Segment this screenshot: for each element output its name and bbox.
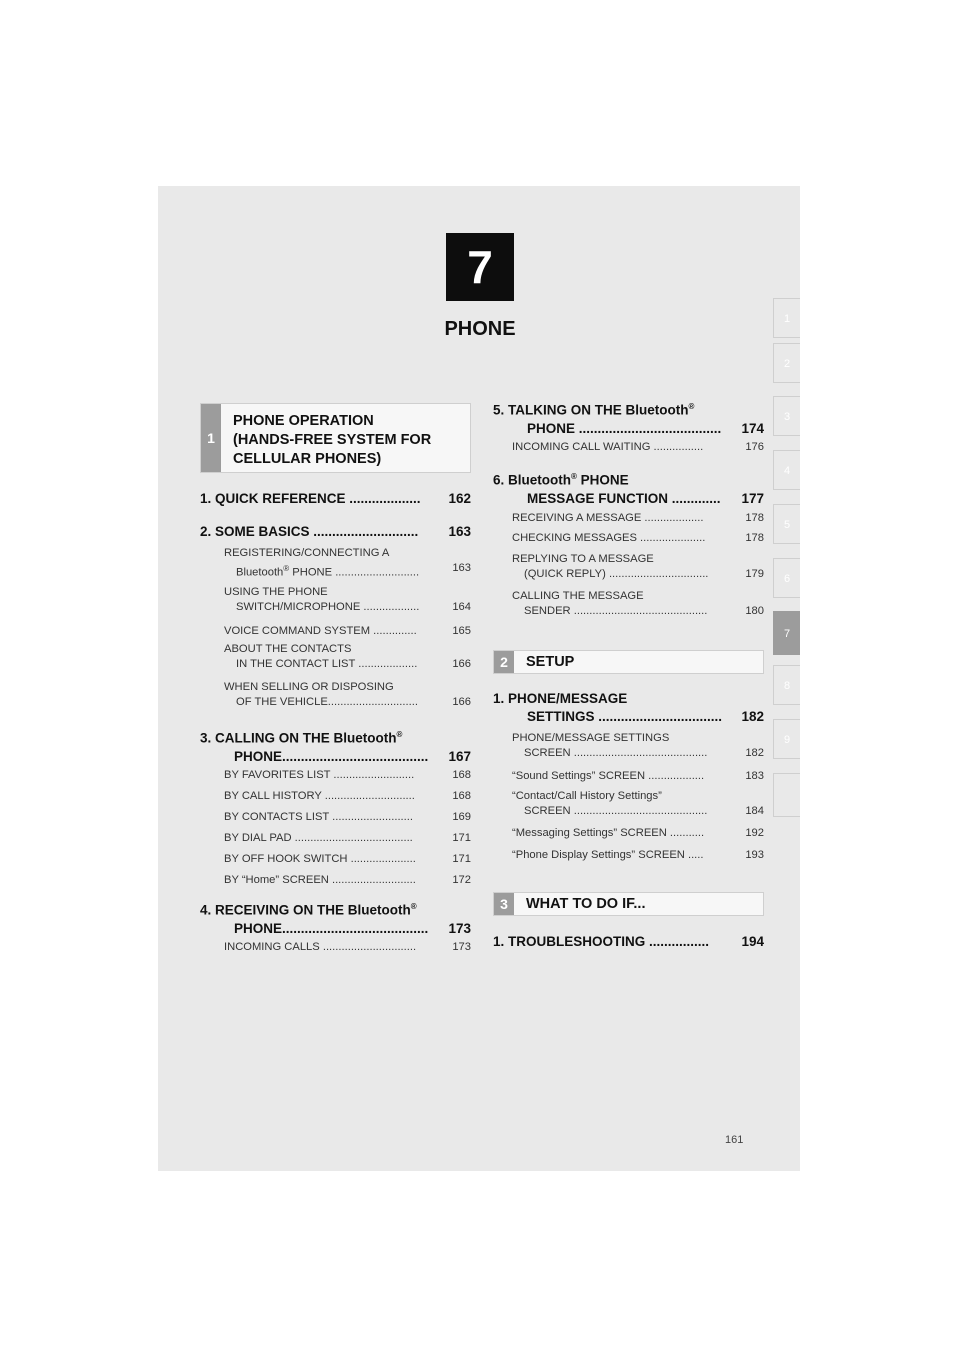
section-number: 3 — [494, 893, 514, 915]
tab-4[interactable]: 4 — [773, 450, 800, 490]
toc-sub-favorites[interactable]: BY FAVORITES LIST .......................... 168 — [224, 769, 471, 781]
tab-7[interactable]: 7 — [773, 611, 800, 655]
toc-sub-incoming-calls[interactable]: INCOMING CALLS .............................. 173 — [224, 941, 471, 953]
page-number: 161 — [725, 1134, 744, 1146]
toc-entry-calling[interactable]: 3. CALLING ON THE Bluetooth® PHONE....................................... 167 — [200, 730, 471, 764]
toc-sub-receiving-message[interactable]: RECEIVING A MESSAGE ................... 178 — [512, 512, 764, 524]
toc-sub-selling-disposing[interactable]: WHEN SELLING OR DISPOSING OF THE VEHICLE............................. 166 — [224, 681, 471, 708]
toc-sub-about-contacts[interactable]: ABOUT THE CONTACTS IN THE CONTACT LIST ................... 166 — [224, 643, 471, 670]
section-1-header — [200, 403, 471, 473]
toc-sub-phone-display-settings[interactable]: “Phone Display Settings” SCREEN ..... 193 — [512, 849, 764, 861]
toc-sub-dial-pad[interactable]: BY DIAL PAD ...................................... 171 — [224, 832, 471, 844]
toc-entry-some-basics[interactable]: 2. SOME BASICS ............................ 163 — [200, 524, 471, 539]
section-title: WHAT TO DO IF... — [526, 896, 646, 912]
tab-9[interactable]: 9 — [773, 719, 800, 759]
tab-blank[interactable] — [773, 773, 800, 817]
toc-sub-messaging-settings[interactable]: “Messaging Settings” SCREEN ........... 192 — [512, 827, 764, 839]
toc-sub-call-history[interactable]: BY CALL HISTORY ............................. 168 — [224, 790, 471, 802]
toc-sub-contacts-list[interactable]: BY CONTACTS LIST .......................... 169 — [224, 811, 471, 823]
toc-sub-calling-sender[interactable]: CALLING THE MESSAGE SENDER ........................................... 180 — [512, 590, 764, 617]
toc-entry-quick-reference[interactable]: 1. QUICK REFERENCE ................... 162 — [200, 491, 471, 506]
toc-entry-phone-message-settings[interactable]: 1. PHONE/MESSAGE SETTINGS ................................. 182 — [493, 691, 764, 724]
toc-sub-home-screen[interactable]: BY “Home” SCREEN ........................... 172 — [224, 874, 471, 886]
chapter-number-box: 7 — [446, 233, 514, 301]
section-3-header — [493, 892, 764, 916]
chapter-title: PHONE — [444, 318, 516, 340]
toc-sub-using-phone-switch[interactable]: USING THE PHONE SWITCH/MICROPHONE .................. 164 — [224, 586, 471, 613]
tab-6[interactable]: 6 — [773, 558, 800, 598]
toc-entry-talking[interactable]: 5. TALKING ON THE Bluetooth® PHONE ...................................... 174 — [493, 402, 764, 436]
toc-sub-voice-command[interactable]: VOICE COMMAND SYSTEM .............. 165 — [224, 625, 471, 637]
tab-2[interactable]: 2 — [773, 343, 800, 383]
tab-1[interactable]: 1 — [773, 298, 800, 338]
toc-entry-troubleshooting[interactable]: 1. TROUBLESHOOTING ................ 194 — [493, 934, 764, 949]
toc-sub-sound-settings[interactable]: “Sound Settings” SCREEN .................. 183 — [512, 770, 764, 782]
tab-8[interactable]: 8 — [773, 665, 800, 705]
toc-entry-message-function[interactable]: 6. Bluetooth® PHONE MESSAGE FUNCTION ............. 177 — [493, 472, 764, 506]
toc-sub-contact-call-history-settings[interactable]: “Contact/Call History Settings” SCREEN ........................................... 184 — [512, 790, 764, 817]
section-number: 2 — [494, 651, 514, 673]
toc-sub-replying[interactable]: REPLYING TO A MESSAGE (QUICK REPLY) ................................ 179 — [512, 553, 764, 580]
section-title: SETUP — [526, 654, 575, 670]
section-number: 1 — [201, 404, 221, 472]
toc-sub-checking-messages[interactable]: CHECKING MESSAGES ..................... 178 — [512, 532, 764, 544]
toc-sub-call-waiting[interactable]: INCOMING CALL WAITING ................ 176 — [512, 441, 764, 453]
toc-sub-settings-screen[interactable]: PHONE/MESSAGE SETTINGS SCREEN ........................................... 182 — [512, 732, 764, 759]
section-2-header — [493, 650, 764, 674]
toc-sub-registering[interactable]: REGISTERING/CONNECTING A Bluetooth® PHONE ........................... 163 — [224, 547, 471, 579]
tab-5[interactable]: 5 — [773, 504, 800, 544]
section-title: PHONE OPERATION (HANDS-FREE SYSTEM FOR CELLULAR PHONES) — [233, 413, 432, 467]
toc-entry-receiving[interactable]: 4. RECEIVING ON THE Bluetooth® PHONE....................................... 173 — [200, 902, 471, 936]
tab-3[interactable]: 3 — [773, 396, 800, 436]
toc-sub-off-hook[interactable]: BY OFF HOOK SWITCH ..................... 171 — [224, 853, 471, 865]
